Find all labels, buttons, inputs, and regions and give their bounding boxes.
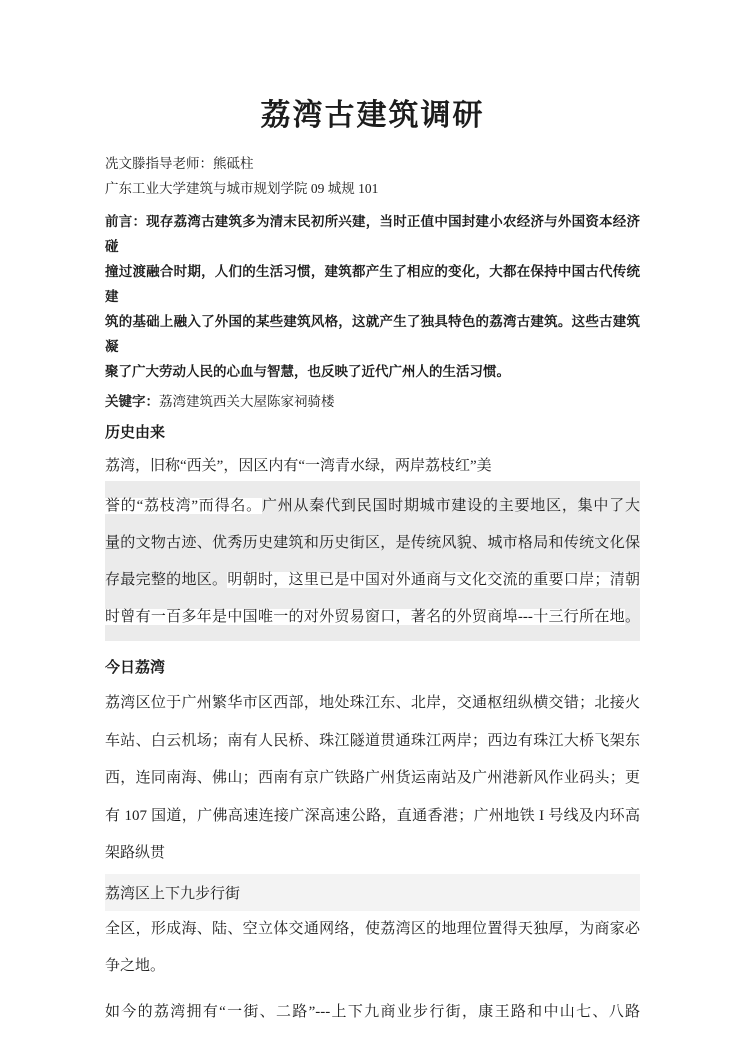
- paragraph-line: 车站、白云机场；南有人民桥、珠江隧道贯通珠江两岸；西边有珠江大桥飞架东: [105, 732, 640, 749]
- foreword-line: 筑的基础上融入了外国的某些建筑风格，这就产生了独具特色的荔湾古建筑。这些古建筑凝: [105, 314, 640, 354]
- keywords-text: 荔湾建筑西关大屋陈家祠骑楼: [159, 394, 335, 409]
- paragraph-line: 如今的荔湾拥有“一街、二路”---上下九商业步行街，康王路和中山七、八路: [105, 1003, 640, 1020]
- history-highlighted-block: [105, 481, 640, 641]
- paragraph-line: 全区，形成海、陆、空立体交通网络，使荔湾区的地理位置得天独厚，为商家必: [105, 920, 640, 937]
- section-heading-today: 今日荔湾: [105, 660, 166, 676]
- text-segment-highlighted: 量的文物古迹、优秀历史建筑和历史街区，是传统风貌、城市格局和传统文化保: [105, 535, 640, 551]
- paragraph-line: 有 107 国道，广佛高速连接广深高速公路，直通香港；广州地铁 I 号线及内环高: [105, 807, 640, 824]
- highlighted-line: [105, 605, 640, 629]
- foreword-line: 聚了广大劳动人民的心血与智慧，也反映了近代广州人的生活习惯。: [105, 364, 510, 379]
- highlighted-line: [105, 568, 640, 592]
- keywords-line: [105, 389, 640, 414]
- text-segment-highlighted: 存最完整的地区。: [105, 572, 228, 588]
- text-segment-highlighted: 。: [624, 609, 640, 625]
- highlighted-line: [105, 531, 640, 555]
- text-segment-plain: 誉的“荔枝湾”而得名。: [105, 498, 262, 514]
- today-paragraph-2: [105, 911, 640, 986]
- shaded-subtitle-line: 荔湾区上下九步行街: [105, 874, 640, 911]
- text-segment-plain: 明朝时，这里已是中国对外通商与文化交流的重要口岸；清朝: [227, 572, 640, 588]
- document-title: 荔湾古建筑调研: [260, 99, 485, 132]
- foreword-paragraph: [105, 209, 640, 384]
- author-advisor-line: 冼文滕指导老师：熊砥柱: [105, 156, 254, 171]
- highlighted-line: [105, 494, 640, 518]
- text-segment-highlighted: 广州从秦代到民国时期城市建设的主要地区，集中了大: [261, 498, 640, 514]
- foreword-line: 撞过渡融合时期，人们的生活习惯，建筑都产生了相应的变化，大都在保持中国古代传统建: [105, 264, 640, 304]
- affiliation-line: 广东工业大学建筑与城市规划学院 09 城规 101: [105, 181, 379, 196]
- text-segment-plain: 时曾有一百多年是中国唯一的对外贸易窗口，著名的外贸商埠---十三行所在地: [105, 609, 625, 625]
- paragraph-line: 争之地。: [105, 958, 166, 974]
- paragraph-line: 西，连同南海、佛山；西南有京广铁路广州货运南站及广州港新风作业码头；更: [105, 770, 640, 786]
- foreword-line: 前言：现存荔湾古建筑多为清末民初所兴建，当时正值中国封建小农经济与外国资本经济碰: [105, 214, 640, 254]
- keywords-label: 关键字：: [105, 394, 159, 409]
- history-intro-line: 荔湾，旧称“西关”，因区内有“一湾青水绿，两岸荔枝红”美: [105, 458, 492, 474]
- section-heading-history: 历史由来: [105, 425, 166, 441]
- paragraph-line: 荔湾区位于广州繁华市区西部，地处珠江东、北岸，交通枢纽纵横交错；北接火: [105, 695, 640, 711]
- today-paragraph-3: [105, 994, 640, 1032]
- paragraph-line: 架路纵贯: [105, 845, 166, 861]
- today-paragraph-1: [105, 685, 640, 873]
